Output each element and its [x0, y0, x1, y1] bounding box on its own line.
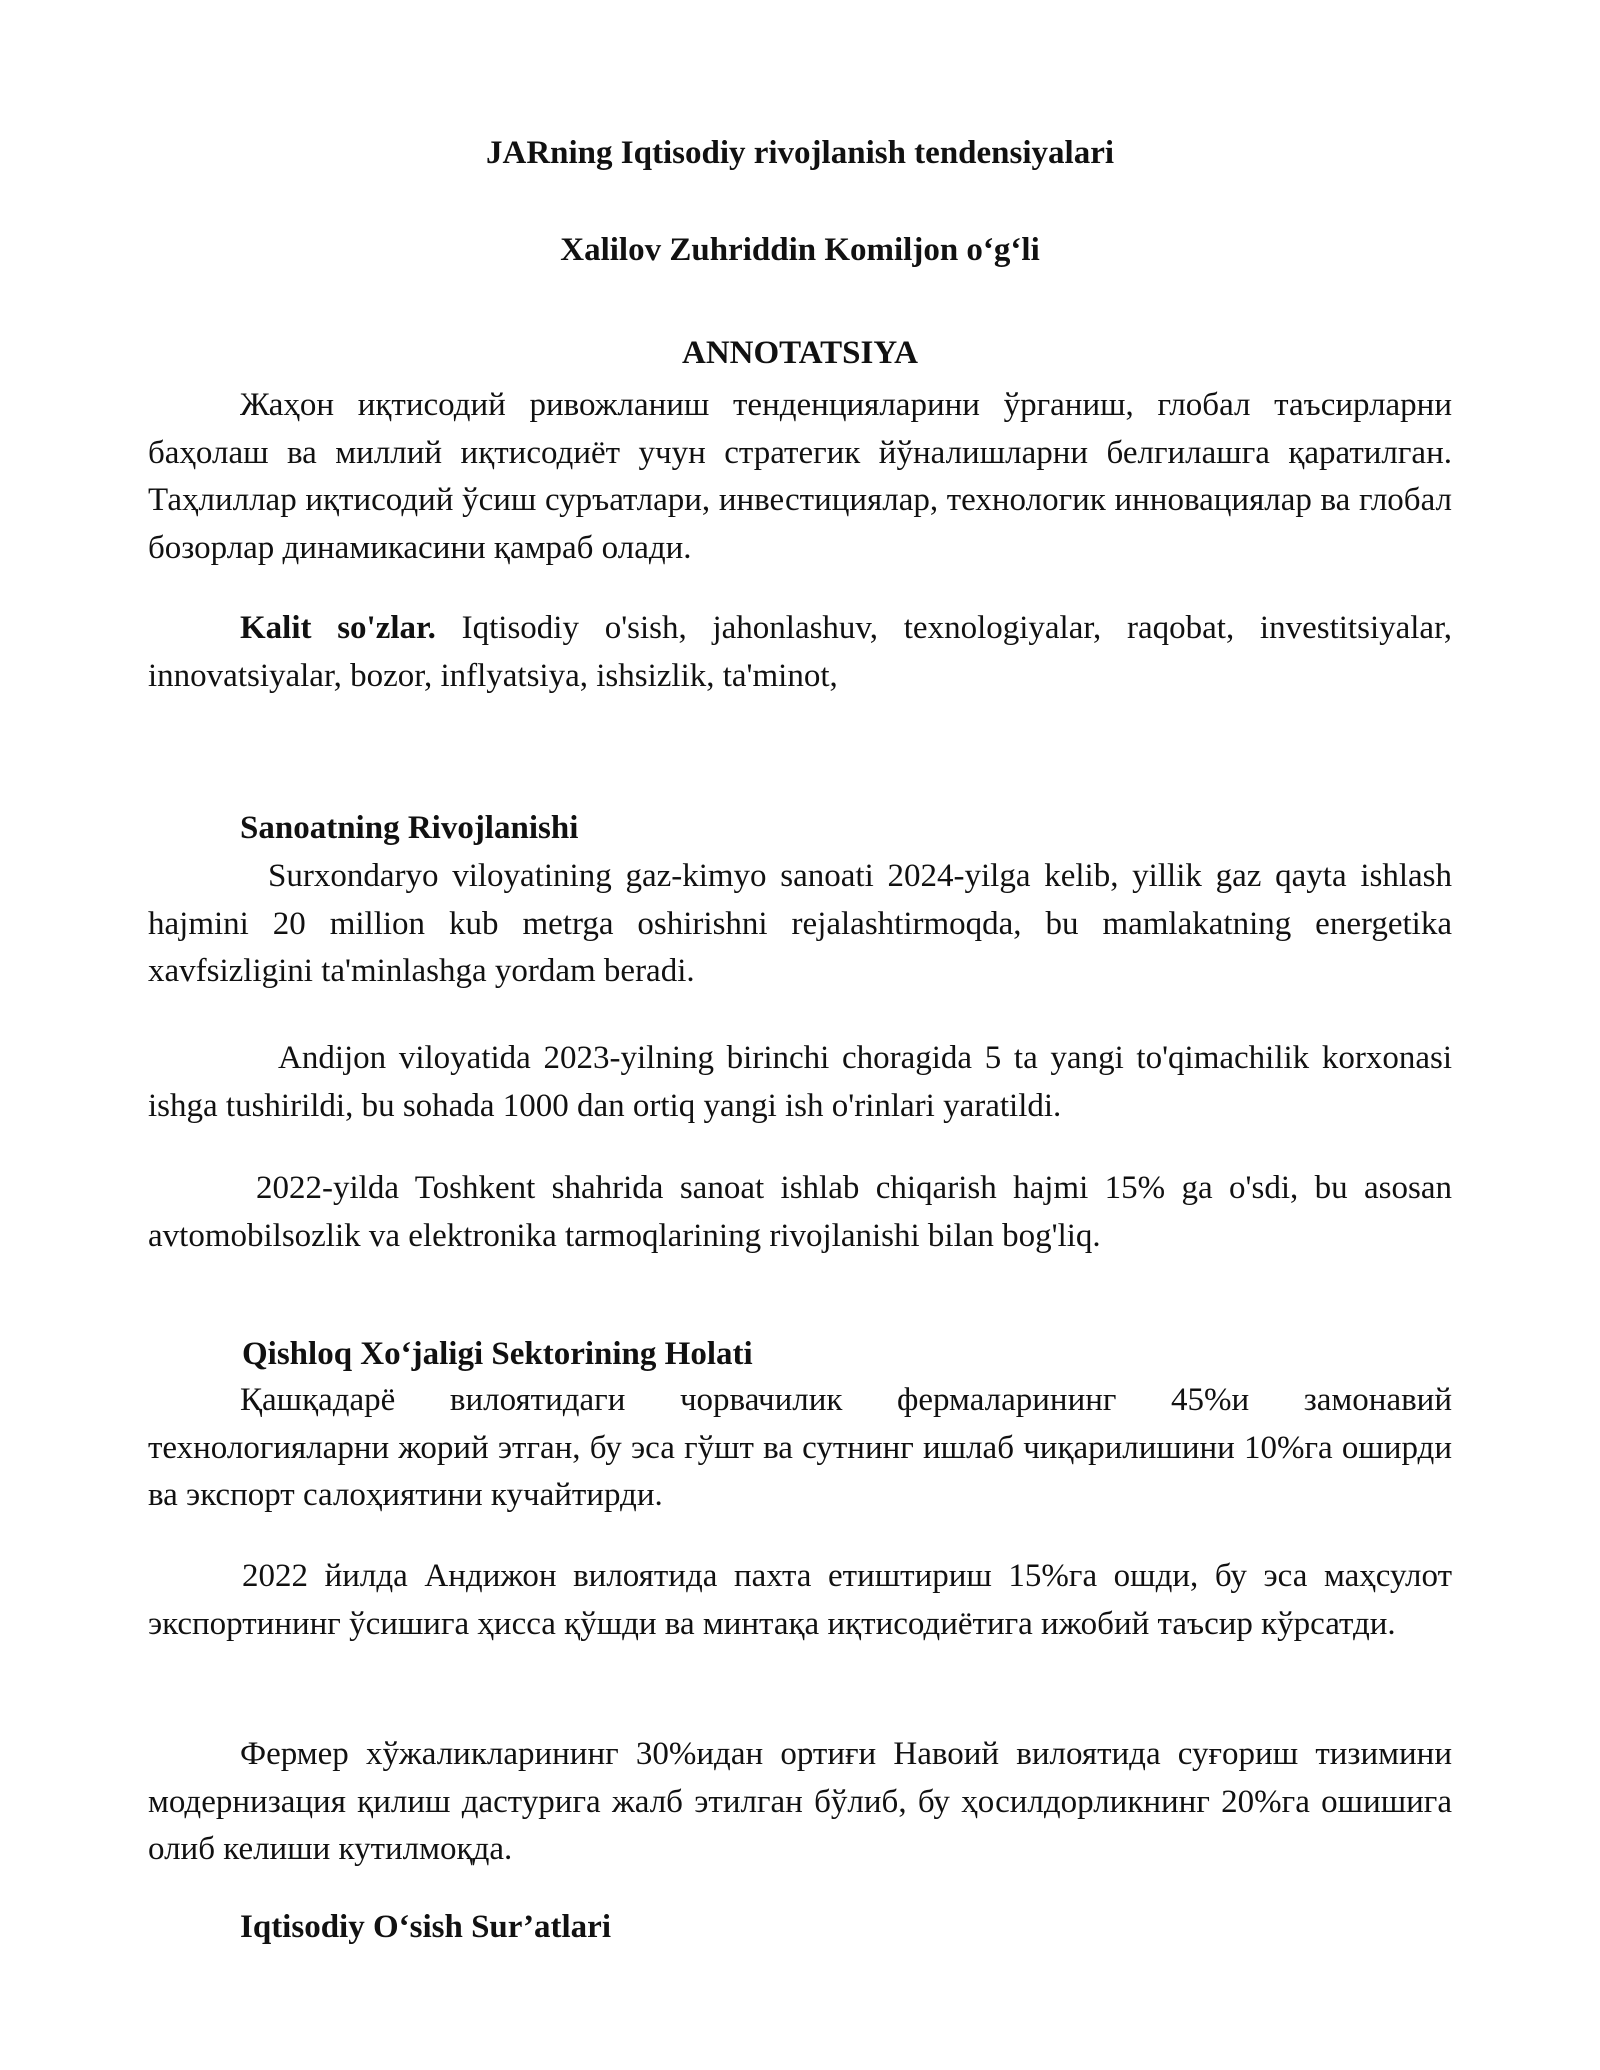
keywords-paragraph: [148, 605, 1452, 700]
keywords-text: Iqtisodiy o'sish, jahonlashuv, texnologiyalar, raqobat, investitsiyalar, innovatsiyalar, bozor, inflyatsiya, ishsizlik, ta'minot,: [148, 610, 1452, 694]
document-title: JARning Iqtisodiy rivojlanish tendensiyalari: [485, 135, 1115, 171]
industry-paragraph-3: 2022-yilda Toshkent shahrida sanoat ishlab chiqarish hajmi 15% ga o'sdi, bu asosan avtomobilsozlik va elektronika tarmoqlarining rivojlanishi bilan bog'liq.: [148, 1170, 1452, 1254]
agriculture-paragraph-2: 2022 йилда Андижон вилоятида пахта етиштириш 15%га ошди, бу эса маҳсулот экспортининг ўсишига ҳисса қўшди ва минтақа иқтисодиётига ижобий таъсир кўрсатди.: [148, 1558, 1452, 1642]
industry-paragraph-2: Andijon viloyatida 2023-yilning birinchi choragida 5 ta yangi to'qimachilik korxonasi ishga tushirildi, bu sohada 1000 dan ortiq yangi ish o'rinlari yaratildi.: [148, 1040, 1452, 1124]
agriculture-paragraph-1: Қашқадарё вилоятидаги чорвачилик фермаларининг 45%и замонавий технологияларни жорий этган, бу эса гўшт ва сутнинг ишлаб чиқарилишини 10%га оширди ва экспорт салоҳиятини кучайтирди.: [148, 1382, 1452, 1513]
annotation-heading: ANNOTATSIYA: [682, 335, 918, 371]
section-heading-growth: Iqtisodiy O‘sish Sur’atlari: [240, 1909, 611, 1945]
annotation-text: Жаҳон иқтисодий ривожланиш тенденцияларини ўрганиш, глобал таъсирларни баҳолаш ва миллий иқтисодиёт учун стратегик йўналишларни белгилашга қаратилган. Таҳлиллар иқтисодий ўсиш суръатлари, инвестициялар, технологик инновациялар ва глобал бозорлар динамикасини қамраб олади.: [148, 387, 1452, 566]
industry-paragraph-1: Surxondaryo viloyatining gaz-kimyo sanoati 2024-yilga kelib, yillik gaz qayta ishlash hajmini 20 million kub metrga oshirishni rejalashtirmoqda, bu mamlakatning energetika xavfsizligini ta'minlashga yordam beradi.: [148, 858, 1452, 989]
author-name: Xalilov Zuhriddin Komiljon o‘g‘li: [560, 232, 1040, 268]
section-heading-industry: Sanoatning Rivojlanishi: [240, 810, 579, 846]
agriculture-paragraph-3: Фермер хўжаликларининг 30%идан ортиғи Навоий вилоятида суғориш тизимини модернизация қилиш дастурига жалб этилган бўлиб, бу ҳосилдорликнинг 20%га ошишига олиб келиши кутилмоқда.: [148, 1736, 1452, 1867]
section-heading-agriculture: Qishloq Xo‘jaligi Sektorining Holati: [242, 1336, 753, 1372]
keywords-label: Kalit so'zlar.: [240, 610, 436, 646]
